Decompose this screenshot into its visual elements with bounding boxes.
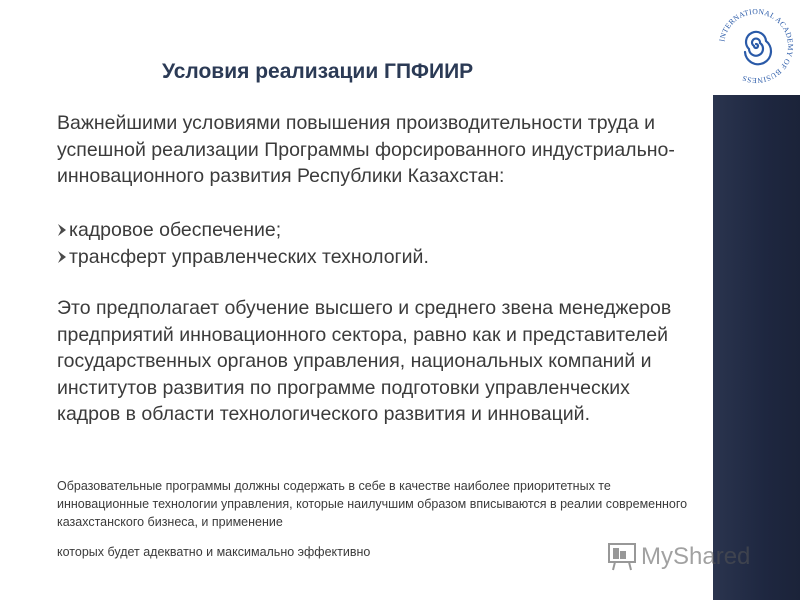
watermark-text: MyShared <box>641 543 751 570</box>
list-item <box>57 244 429 271</box>
list-item-text: кадровое обеспечение; <box>69 219 282 241</box>
presentation-board-icon <box>609 544 635 570</box>
note-text: Образовательные программы должны содержать в себе в качестве наиболее приоритетных те инновационные технологии управления, которые наилучшим образом вписываются в реалии современного казахстанского бизнеса, и применение <box>57 479 688 529</box>
logo-ring-text: INTERNATIONAL ACADEMY OF BUSINESS <box>717 6 796 86</box>
list-item <box>57 217 429 244</box>
academy-logo <box>714 4 798 88</box>
conditions-list <box>57 217 429 270</box>
arrow-bullet-icon <box>57 223 67 237</box>
arrow-bullet-icon <box>57 250 67 264</box>
list-item-text: трансферт управленческих технологий. <box>69 245 429 268</box>
myshared-watermark <box>607 538 767 572</box>
spiral-icon <box>745 32 771 64</box>
slide-title: Условия реализации ГПФИИР <box>162 60 474 83</box>
explanation-paragraph: Это предполагает обучение высшего и среднего звена менеджеров предприятий инновационного сектора, равно как и представителей государственных органов управления, национальных компаний и институтов развития по программе подготовки управленческих кадров в области технологического развития и инноваций. <box>57 297 672 425</box>
decorative-side-bar <box>713 95 800 600</box>
intro-paragraph: Важнейшими условиями повышения производительности труда и успешной реализации Программы форсированного индустриально-инновационного развития Республики Казахстан: <box>57 112 675 187</box>
note-text-continuation: которых будет адекватно и максимально эффективно <box>57 545 371 559</box>
